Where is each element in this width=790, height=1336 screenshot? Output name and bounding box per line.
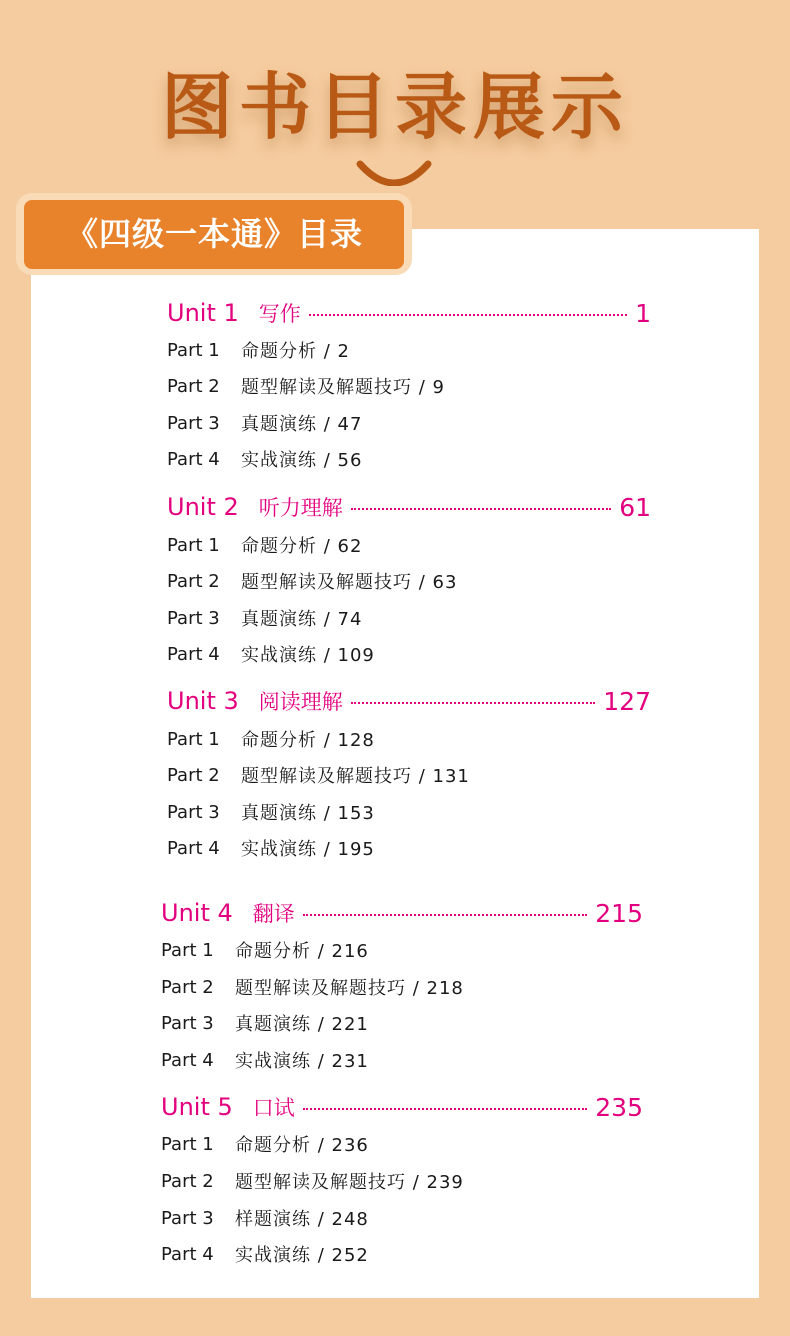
part-label: Part 3 bbox=[167, 801, 220, 823]
part-label: Part 3 bbox=[161, 1012, 214, 1034]
part-label: Part 2 bbox=[167, 570, 220, 592]
unit-heading[interactable] bbox=[161, 896, 643, 930]
toc-part[interactable] bbox=[167, 762, 470, 788]
part-label: Part 3 bbox=[161, 1207, 214, 1229]
part-label: Part 4 bbox=[167, 448, 220, 470]
toc-part[interactable] bbox=[161, 1241, 369, 1267]
part-title: 命题分析 / 128 bbox=[241, 730, 375, 751]
unit-name: 口试 bbox=[252, 1096, 295, 1120]
dot-leader bbox=[351, 508, 611, 510]
unit-heading[interactable] bbox=[161, 1090, 643, 1124]
part-title: 命题分析 / 216 bbox=[235, 941, 369, 962]
unit-name: 阅读理解 bbox=[258, 690, 343, 714]
part-label: Part 1 bbox=[161, 1133, 214, 1155]
part-label: Part 4 bbox=[161, 1243, 214, 1265]
part-title: 题型解读及解题技巧 / 239 bbox=[235, 1172, 464, 1193]
unit-page-number: 215 bbox=[595, 898, 643, 928]
toc-part[interactable] bbox=[167, 532, 362, 558]
part-title: 命题分析 / 236 bbox=[235, 1135, 369, 1156]
part-title: 真题演练 / 74 bbox=[241, 609, 363, 630]
unit-page-number: 235 bbox=[595, 1092, 643, 1122]
part-label: Part 2 bbox=[161, 1170, 214, 1192]
unit-name: 写作 bbox=[258, 302, 301, 326]
part-title: 命题分析 / 2 bbox=[241, 341, 350, 362]
part-label: Part 2 bbox=[161, 976, 214, 998]
part-label: Part 2 bbox=[167, 375, 220, 397]
part-label: Part 4 bbox=[167, 837, 220, 859]
part-title: 实战演练 / 252 bbox=[235, 1245, 369, 1266]
part-label: Part 3 bbox=[167, 607, 220, 629]
toc-part[interactable] bbox=[161, 974, 464, 1000]
part-title: 实战演练 / 109 bbox=[241, 645, 375, 666]
dot-leader bbox=[303, 1108, 588, 1110]
toc-part[interactable] bbox=[167, 568, 457, 594]
part-title: 真题演练 / 153 bbox=[241, 803, 375, 824]
toc-part[interactable] bbox=[167, 605, 362, 631]
part-title: 实战演练 / 195 bbox=[241, 839, 375, 860]
unit-label: Unit 3 bbox=[167, 687, 239, 715]
unit-label: Unit 4 bbox=[161, 899, 233, 927]
toc-part[interactable] bbox=[167, 799, 375, 825]
toc-part[interactable] bbox=[167, 446, 362, 472]
toc-part[interactable] bbox=[167, 835, 375, 861]
toc-part[interactable] bbox=[167, 410, 362, 436]
part-title: 真题演练 / 47 bbox=[241, 414, 363, 435]
toc-part[interactable] bbox=[167, 726, 375, 752]
unit-heading[interactable] bbox=[167, 684, 651, 718]
part-label: Part 1 bbox=[167, 339, 220, 361]
dot-leader bbox=[309, 314, 627, 316]
dot-leader bbox=[303, 914, 588, 916]
part-title: 题型解读及解题技巧 / 63 bbox=[241, 572, 458, 593]
toc-banner: 《四级一本通》目录 bbox=[24, 200, 404, 269]
part-title: 实战演练 / 56 bbox=[241, 450, 363, 471]
unit-page-number: 61 bbox=[619, 492, 651, 522]
dot-leader bbox=[351, 702, 596, 704]
part-label: Part 1 bbox=[161, 939, 214, 961]
toc-part[interactable] bbox=[161, 937, 369, 963]
part-label: Part 4 bbox=[161, 1049, 214, 1071]
part-title: 命题分析 / 62 bbox=[241, 536, 363, 557]
part-title: 题型解读及解题技巧 / 131 bbox=[241, 766, 470, 787]
toc-part[interactable] bbox=[161, 1047, 369, 1073]
part-title: 样题演练 / 248 bbox=[235, 1209, 369, 1230]
part-title: 题型解读及解题技巧 / 9 bbox=[241, 377, 445, 398]
toc-part[interactable] bbox=[161, 1205, 369, 1231]
toc-part[interactable] bbox=[161, 1168, 464, 1194]
part-label: Part 2 bbox=[167, 764, 220, 786]
unit-name: 听力理解 bbox=[258, 496, 343, 520]
toc-part[interactable] bbox=[167, 641, 375, 667]
unit-page-number: 127 bbox=[603, 686, 651, 716]
unit-label: Unit 1 bbox=[167, 299, 239, 327]
unit-heading[interactable] bbox=[167, 296, 651, 330]
unit-label: Unit 2 bbox=[167, 493, 239, 521]
unit-heading[interactable] bbox=[167, 490, 651, 524]
part-label: Part 1 bbox=[167, 534, 220, 556]
part-title: 题型解读及解题技巧 / 218 bbox=[235, 978, 464, 999]
page-title: 图书目录展示 bbox=[160, 65, 629, 149]
part-label: Part 3 bbox=[167, 412, 220, 434]
toc-part[interactable] bbox=[167, 373, 445, 399]
toc-part[interactable] bbox=[167, 337, 350, 363]
toc-part[interactable] bbox=[161, 1010, 369, 1036]
smile-icon bbox=[356, 160, 432, 186]
toc-part[interactable] bbox=[161, 1131, 369, 1157]
part-label: Part 1 bbox=[167, 728, 220, 750]
part-title: 真题演练 / 221 bbox=[235, 1014, 369, 1035]
part-title: 实战演练 / 231 bbox=[235, 1051, 369, 1072]
part-label: Part 4 bbox=[167, 643, 220, 665]
unit-label: Unit 5 bbox=[161, 1093, 233, 1121]
unit-page-number: 1 bbox=[635, 298, 651, 328]
unit-name: 翻译 bbox=[252, 902, 295, 926]
